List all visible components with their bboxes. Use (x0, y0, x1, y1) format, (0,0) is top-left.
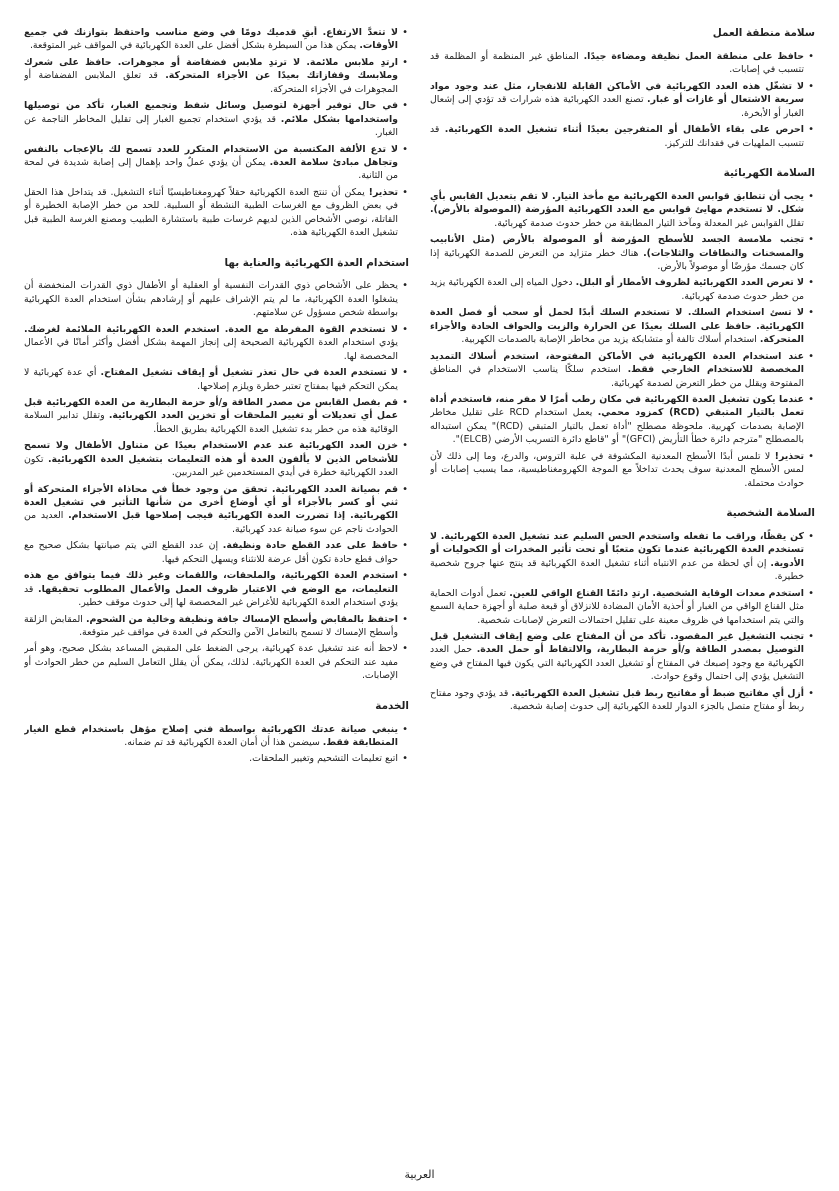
section (24, 26, 409, 240)
bullet-body-text: وتقلل تدابير السلامة الوقائية هذه من خطر بدء تشغيل العدة الكهربائية بطريق الخطأ. (24, 410, 398, 435)
section (430, 166, 815, 490)
manual-page (24, 26, 815, 1156)
bullet-lead-text: لا تسئ استخدام السلك. لا تستخدم السلك أبدًا لحمل أو سحب أو فصل العدة الكهربائية. حافظ على السلك بعيدًا عن الحرارة والزيت والحواف الحادة والأجزاء المتحركة. (430, 307, 804, 346)
bullet-body-text: قد تتسبب الملهيات في فقدانك للتركيز. (430, 124, 804, 149)
bullet-body-text: اتبع تعليمات التشحيم وتغيير الملحقات. (249, 753, 398, 765)
bullet-item (24, 483, 409, 537)
bullet-item (430, 687, 815, 714)
bullet-body-text: يعمل استخدام RCD على تقليل مخاطر الإصابة بصدمات كهربية. ملحوظة مصطلح "أداة تعمل بالتيار المتبقي (RCD)" يمكن استبداله بالمصطلح "مترجم دائرة خطأ التأريض (GFCI)" أو "قاطع دائرة التسريب الأرضي (ELCB)". (430, 407, 804, 446)
bullet-body-text: قد يؤدي وجود مفتاح ربط أو مفتاح متصل بالجزء الدوار للعدة الكهربائية إلى حدوث إصابة شخصية. (430, 687, 804, 713)
bullet-body-text: تصنع العدد الكهربائية هذه شرارات قد تؤدي إلى إشعال الغبار أو الأبخرة. (430, 94, 804, 119)
bullet-body-text: تكون العدد الكهربائية خطرة في أيدي المستخدمين غير المدربين. (24, 453, 398, 479)
bullet-lead-text: قم بفصل القابس من مصدر الطاقة و/أو حزمة البطارية من العدة الكهربائية قبل عمل أي تعديلات أو تغيير الملحقات أو تخزين العدد الكهربائية. (24, 396, 398, 422)
bullet-body-text: استخدم سلكًا يناسب الاستخدام في المناطق المفتوحة ويقلل من خطر التعرض لصدمة كهربائية. (430, 364, 804, 389)
bullet-lead-text: في حال توفير أجهزة لتوصيل وسائل شفط وتجميع الغبار، تأكد من توصيلها واستخدامها بشكل ملائم. (24, 100, 399, 125)
section-title: الخدمة (375, 699, 409, 712)
right-column (430, 26, 815, 1156)
bullet-item (430, 530, 815, 584)
bullet-lead-text: تجنب التشغيل غير المقصود. تأكد من أن المفتاح على وضع إيقاف التشغيل قبل التوصيل بمصدر الطاقة و/أو حزمة البطارية، والالتقاط أو حمل العدة. (430, 630, 804, 656)
bullet-body-text: العديد من الحوادث ناجم عن سوء صيانة عدد كهربائية. (24, 510, 398, 535)
bullet-body-text: المقابض الزلقة وأسطح الإمساك لا تسمح بالتعامل الآمن والتحكم في العدة في مواقف غير متوقعة. (24, 613, 398, 638)
bullet-lead-text: لا تستخدم القوة المفرطة مع العدة. استخدم العدة الكهربائية الملائمة لغرضك. (24, 323, 398, 335)
left-column (24, 26, 409, 1156)
bullet-lead-text: خزن العدد الكهربائية عند عدم الاستخدام بعيدًا عن متناول الأطفال ولا تسمح للأشخاص الذين لا يألفون العدة أو هذه التعليمات بتشغيل العدة الكهربائية. (24, 440, 399, 465)
bullet-lead-text: لا تدع الألفة المكتسبة من الاستخدام المتكرر للعدد تسمح لك بالإعجاب بالنفس وتجاهل مبادئ سلامة العدة. (24, 143, 398, 168)
bullet-lead-text: لا تتعدَّ الارتفاع. أبقِ قدميك دومًا في وضع مناسب واحتفظ بتوازنك في جميع الأوقات. (24, 27, 398, 52)
section-title: السلامة الكهربائية (723, 166, 815, 179)
bullet-lead-text: لا تعرض العدد الكهربائية لظروف الأمطار أو البلل. (575, 277, 805, 289)
bullet-item (24, 752, 409, 765)
bullet-item (24, 99, 409, 139)
bullet-item (430, 630, 815, 684)
bullet-lead-text: حافظ على منطقة العمل نظيفة ومضاءة جيدًا. (583, 50, 805, 62)
bullet-item (24, 186, 409, 240)
bullet-body-text: لا تلمس أبدًا الأسطح المعدنية المكشوفة في علبة التروس، والدرع، وما إلى ذلك لأن لمس الأسطح المعدنية سوف يحدث تداخلاً مع الموجة الكهرومغناطيسية، مما يسبب إصابات أو حوادث محتملة. (430, 450, 804, 489)
bullet-body-text: أي عدة كهربائية لا يمكن التحكم فيها بمفتاح تعتبر خطرة ويلزم إصلاحها. (24, 367, 398, 392)
bullet-body-text: يمكن أن يؤدي عملٌ واحد بإهمال إلى إصابة شديدة في لمحة من الثانية. (24, 156, 398, 182)
bullet-lead-text: استخدم العدة الكهربائية، والملحقات، واللقمات وغير ذلك فيما يتوافق مع هذه التعليمات، مع الوضع في الاعتبار ظروف العمل والأعمال المطلوب تحقيقها. (24, 570, 398, 595)
bullet-item (430, 276, 815, 303)
bullet-body-text: استخدام أسلاك تالفة أو متشابكة يزيد من مخاطر الإصابة بالصدمات الكهربية. (461, 334, 760, 346)
bullet-lead-text: حافظ على عدد القطع حادة ونظيفة. (222, 540, 399, 552)
bullet-item (430, 450, 815, 490)
bullet-item (24, 396, 409, 436)
bullet-item (24, 539, 409, 566)
section (24, 699, 409, 766)
bullet-item (430, 350, 815, 390)
bullet-list (430, 530, 815, 714)
bullet-item (24, 323, 409, 363)
bullet-item (430, 306, 815, 346)
bullet-body-text: إن عدد القطع التي يتم صيانتها بشكل صحيح مع حواف قطع حادة تكون أقل عرضة للانثناء ويسهل التحكم فيها. (24, 540, 398, 565)
bullet-body-text: يمكن أن تنتج العدة الكهربائية حقلاً كهرومغناطيسيًا أثناء التشغيل. قد يتداخل هذا الحقل في بعض الظروف مع الغرسات الطبية النشطة أو السلبية. للحد من خطر الإصابة الخطيرة أو القاتلة، نوصي الأشخاص الذين لديهم غرسات طبية باستشارة الطبيب ومصنع الغرسة الطبية قبل تشغيل العدة الكهربائية هذه. (24, 186, 398, 239)
section-title: السلامة الشخصية (726, 507, 815, 519)
section (430, 506, 815, 714)
bullet-body-text: يؤدي استخدام العدة الكهربائية الصحيحة إلى إنجاز المهمة بشكل أفضل وأكثر أمانًا في الأعمال المخصصة لها. (24, 337, 398, 362)
bullet-lead-text: تجنب ملامسة الجسد للأسطح المؤرضة أو الموصولة بالأرض (مثل الأنابيب والمسخنات والنطاقات والثلاجات). (430, 234, 805, 259)
bullet-lead-text: تحذير! (774, 450, 804, 462)
bullet-list (24, 279, 409, 682)
bullet-lead-text: تحذير! (368, 186, 398, 198)
bullet-body-text: المناطق غير المنظمة أو المظلمة قد تتسبب في إصابات. (430, 50, 804, 76)
bullet-item (24, 143, 409, 183)
two-column-layout (24, 26, 815, 1156)
bullet-lead-text: عندما يكون تشغيل العدة الكهربائية في مكان رطب أمرًا لا مفر منه، فاستخدم أداة تعمل بالتيار المتبقي (RCD) كمزود محمي. (430, 393, 804, 419)
bullet-body-text: قد تعلق الملابس الفضفاضة أو المجوهرات في الأجزاء المتحركة. (24, 70, 398, 95)
bullet-lead-text: احرص على بقاء الأطفال أو المتفرجين بعيدًا أثناء تشغيل العدة الكهربائية. (444, 124, 804, 136)
bullet-item (430, 587, 815, 627)
bullet-list (430, 190, 815, 490)
bullet-lead-text: كن يقظًا، وراقب ما تفعله واستخدم الحس السليم عند تشغيل العدة الكهربائية. لا تستخدم العدة الكهربائية عندما تكون متعبًا أو تحت تأثير المخدرات أو الكحوليات أو الأدوية. (430, 530, 804, 569)
bullet-list (430, 50, 815, 150)
bullet-body-text: دخول المياه إلى العدة الكهربائية يزيد من خطر حدوث صدمة كهربائية. (430, 277, 804, 302)
bullet-lead-text: عند استخدام العدة الكهربائية في الأماكن المفتوحة، استخدم أسلاك التمديد المخصصة للاستخدام الخارجي فقط. (430, 350, 804, 376)
bullet-item (24, 613, 409, 640)
bullet-item (24, 279, 409, 319)
bullet-body-text: هناك خطر متزايد من التعرض للصدمة الكهربائية إذا كان جسمك مؤرضًا أو موصولاً بالأرض. (430, 247, 804, 272)
bullet-list (24, 723, 409, 766)
bullet-item (24, 366, 409, 393)
bullet-lead-text: احتفظ بالمقابض وأسطح الإمساك جافة ونظيفة وخالية من الشحوم. (85, 613, 398, 625)
bullet-item (430, 80, 815, 120)
bullet-item (24, 642, 409, 682)
bullet-body-text: يمكن هذا من السيطرة بشكل أفضل على العدة الكهربائية في المواقف غير المتوقعة. (29, 40, 360, 52)
bullet-lead-text: استخدم معدات الوقاية الشخصية. ارتدِ دائمًا القناع الواقي للعين. (509, 587, 804, 599)
bullet-body-text: يحظر على الأشخاص ذوي القدرات النفسية أو العقلية أو الأطفال ذوي القدرات المنخفضة أن يشغلوا العدة الكهربائية، ما لم يتم الإشراف عليهم أو إرشادهم بشأن استخدام العدة الكهربائية بواسطة شخص مسؤول عن سلامتهم. (24, 280, 398, 319)
bullet-body-text: قد يؤدي استخدام العدة الكهربائية للأغراض غير المخصصة لها إلى حدوث موقف خطير. (24, 583, 398, 609)
bullet-item (24, 56, 409, 96)
bullet-item (24, 26, 409, 53)
bullet-item (430, 393, 815, 447)
bullet-lead-text: يجب أن تتطابق قوابس العدة الكهربائية مع مأخذ التيار. لا تقم بتعديل القابس بأي شكل. لا تستخدم مهايئ قوابس مع العدد الكهربائية المؤرضة (الموصولة بالأرض). (430, 190, 804, 216)
bullet-item (430, 50, 815, 77)
bullet-lead-text: ينبغي صيانة عدتك الكهربائية بواسطة فني إصلاح مؤهل باستخدام قطع الغيار المتطابقة فقط. (24, 723, 398, 748)
bullet-item (24, 439, 409, 479)
bullet-item (430, 233, 815, 273)
bullet-item (24, 723, 409, 750)
bullet-lead-text: لا تستخدم العدة في حال تعذر تشغيل أو إيقاف تشغيل المفتاح. (100, 367, 399, 379)
bullet-body-text: تعمل أدوات الحماية مثل القناع الواقي من الغبار أو أحذية الأمان المضادة للانزلاق أو قبعة صلبة أو أجهزة حماية السمع والتي يتم استخدامها في ظروف معينة على تقليل احتمالات التعرض لإصابات شخصية. (430, 587, 804, 626)
bullet-body-text: قد يؤدي استخدام تجميع الغبار إلى تقليل المخاطر الناجمة عن الغبار. (24, 113, 398, 139)
bullet-body-text: تقلل القوابس غير المعدلة ومآخذ التيار المطابقة من خطر حدوث صدمة كهربائية. (494, 217, 804, 229)
bullet-lead-text: أزل أي مفاتيح ضبط أو مفاتيح ربط قبل تشغيل العدة الكهربائية. (511, 687, 804, 699)
page-footer-language: العربية (404, 1168, 435, 1181)
bullet-body-text: لاحظ أنه عند تشغيل عدة كهربائية، يرجى الضغط على المقبض المساعد بشكل صحيح، وهو أمر مفيد عند التحكم في العدة الكهربائية. لذلك، يمكن أن يقلل التعامل السليم من خطر الحوادث أو الإصابات. (24, 643, 398, 682)
bullet-lead-text: ارتدِ ملابس ملائمة. لا ترتدِ ملابس فضفاضة أو مجوهرات. حافظ على شعرك وملابسك وقفازاتك بعيدًا عن الأجزاء المتحركة. (24, 56, 398, 82)
section-title: استخدام العدة الكهربائية والعناية بها (224, 256, 409, 269)
bullet-body-text: حمل العدد الكهربائية مع وجود إصبعك في المفتاح أو تشغيل العدد الكهربائية التي يكون فيها المفتاح في وضع التشغيل يؤدي إلى احتمال وقوع حوادث. (430, 644, 804, 683)
bullet-item (24, 569, 409, 609)
section (24, 256, 409, 683)
section-title: سلامة منطقة العمل (712, 27, 815, 39)
bullet-list (24, 26, 409, 240)
bullet-body-text: سيضمن هذا أن أمان العدة الكهربائية قد تم ضمانه. (124, 737, 323, 748)
bullet-item (430, 123, 815, 150)
bullet-item (430, 190, 815, 230)
bullet-lead-text: لا تشغّل هذه العدد الكهربائية في الأماكن القابلة للانفجار، مثل عند وجود مواد سريعة الاشتعال أو غازات أو غبار. (430, 80, 804, 106)
bullet-lead-text: قم بصيانة العدد الكهربائية. تحقق من وجود خطأ في محاذاة الأجزاء المتحركة أو ثني أو كسر بالأجزاء أو أي أوضاع أخرى من شأنها التأثير في تشغيل العدة الكهربائية. إذا تضررت العدة الكهربائية فيجب إصلاحها قبل الاستخدام. (24, 483, 398, 522)
bullet-body-text: إن أي لحظة من عدم الانتباه أثناء تشغيل العدة الكهربائية قد ينتج عنها جروح شخصية خطيرة. (430, 557, 804, 583)
section (430, 26, 815, 150)
